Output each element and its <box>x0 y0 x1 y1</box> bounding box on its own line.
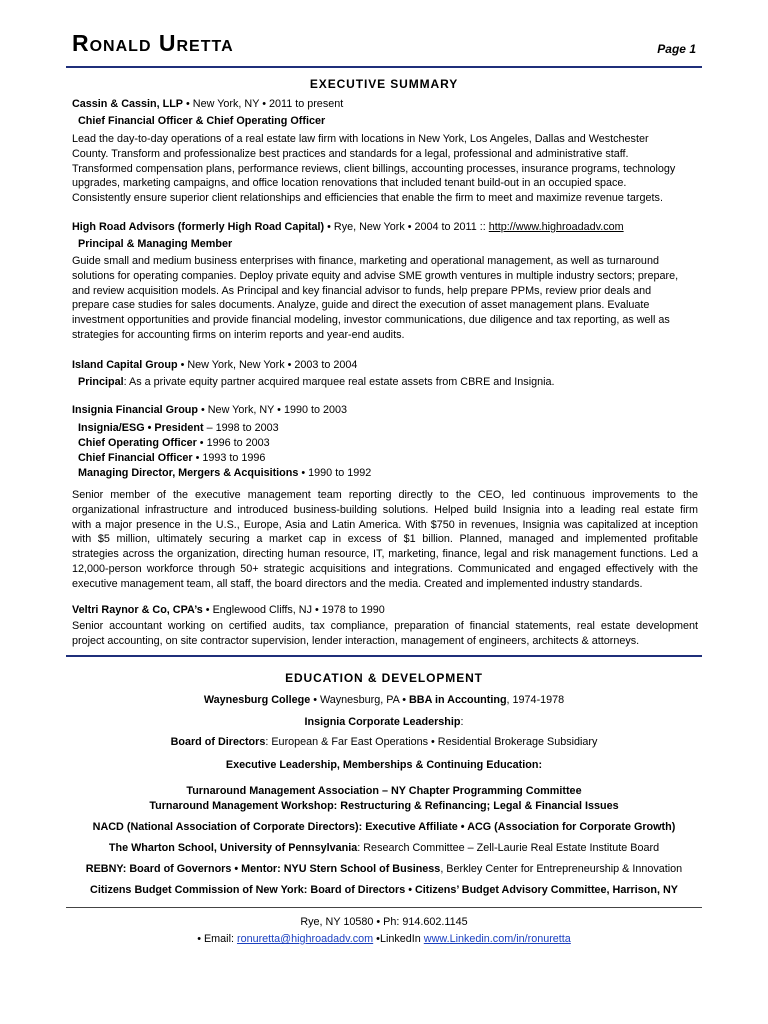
island-details: • New York, New York • 2003 to 2004 <box>177 359 358 371</box>
rebny-line <box>72 862 696 877</box>
insignia-role-title: Chief Financial Officer <box>78 452 193 464</box>
insignia-role-title: Managing Director, Mergers & Acquisitions <box>78 467 299 479</box>
insignia-line: organizational infrastructure and introduced business-building solutions. Helped build Insignia into a leading real estate firm <box>72 503 698 516</box>
island-role-desc: : As a private equity partner acquired marquee real estate assets from CBRE and Insignia. <box>123 376 555 388</box>
veltri-description <box>72 619 698 649</box>
island-role: Principal <box>78 376 124 388</box>
insignia-role-dates: – 1998 to 2003 <box>203 422 279 434</box>
wharton-rest: : Research Committee – Zell-Laurie Real Estate Institute Board <box>357 842 660 854</box>
cassin-header <box>72 97 698 112</box>
veltri-line: Senior accountant working on certified audits, tax compliance, preparation of financial statements, real estate development <box>72 620 698 632</box>
cassin-company: Cassin & Cassin, LLP <box>72 98 184 110</box>
cassin-description <box>72 132 698 206</box>
veltri-company: Veltri Raynor & Co, CPA’s <box>72 604 203 616</box>
cassin-line: Transformed compensation plans, performance reviews, client billings, accounting processes, insurance programs, technology <box>72 162 676 175</box>
insignia-details: • New York, NY • 1990 to 2003 <box>197 404 348 416</box>
rebny-bold: REBNY: Board of Governors • Mentor: NYU Stern School of Business <box>85 863 441 875</box>
insignia-line: with $5 million, ultimately securing a market cap in excess of $1 billion. Planned, managed and implemented profitable <box>72 533 698 546</box>
insignia-role-title: Chief Operating Officer <box>78 437 197 449</box>
cassin-line: County. Transform and professionalize best practices and standards for a legal, professional and administrative staff. <box>72 147 629 160</box>
nacd-line: NACD (National Association of Corporate Directors): Executive Affiliate • ACG (Association for Corporate Growth) <box>92 821 676 833</box>
cassin-line: upgrades, marketing campaigns, and office location renovations that included tenant build-out in an occupied space. <box>72 177 627 190</box>
insignia-role-0 <box>72 421 704 436</box>
insignia-role-dates: • 1993 to 1996 <box>192 452 266 464</box>
tmw-line: Turnaround Management Workshop: Restructuring & Refinancing; Legal & Financial Issues <box>149 800 619 812</box>
highroad-line: strategies for accounting firms on interim reports and year-end audits. <box>72 328 405 341</box>
insignia-role-2 <box>72 451 704 466</box>
insignia-role-3 <box>72 466 704 481</box>
insignia-company: Insignia Financial Group <box>72 404 198 416</box>
cassin-line: Lead the day-to-day operations of a real estate law firm with locations in New York, Los Angeles, Dallas and Westchester <box>72 133 649 145</box>
insignia-line: strategies across the organization, directing human resource, IT, marketing, finance, legal and risk management functions. Led a <box>72 548 698 561</box>
resume-name: Ronald Uretta <box>72 30 234 56</box>
wharton-school: The Wharton School, University of Pennsylvania <box>108 842 358 854</box>
insignia-line: 12,000-person workforce through 50+ strategic acquisitions and integrations. Communicated and engaged effectively with the <box>72 562 698 575</box>
email-label: • Email: <box>197 933 237 945</box>
email-link[interactable]: ronuretta@highroadadv.com <box>236 933 374 945</box>
board-value: : European & Far East Operations • Residential Brokerage Subsidiary <box>265 736 598 748</box>
highroad-company: High Road Advisors (formerly High Road Capital) <box>72 221 325 233</box>
footer-rule <box>66 907 702 908</box>
island-company: Island Capital Group <box>72 359 178 371</box>
footer-address: Rye, NY 10580 • Ph: 914.602.1145 <box>300 916 468 928</box>
highroad-line: investment opportunities and provide financial modeling, investor communications, due diligence and tax reporting, as well as <box>72 314 670 327</box>
island-header <box>72 358 698 373</box>
island-role-line <box>72 375 704 390</box>
insignia-line: Senior member of the executive management team reporting directly to the CEO, led continuous improvements to the <box>72 489 698 501</box>
linkedin-label: •LinkedIn <box>373 933 424 945</box>
education-title: EDUCATION & DEVELOPMENT <box>285 671 483 685</box>
highroad-header <box>72 220 698 235</box>
insignia-role-dates: • 1996 to 2003 <box>196 437 270 449</box>
cassin-details: • New York, NY • 2011 to present <box>183 98 344 110</box>
insignia-description <box>72 488 698 592</box>
header-rule <box>66 66 702 68</box>
board-label: Board of Directors <box>170 736 266 748</box>
rebny-rest: , Berkley Center for Entrepreneurship & Innovation <box>440 863 683 875</box>
insignia-line: with a major presence in the U.S., Europe, Asia and Latin America. With $750 in revenues, Insignia was capitalized at inception <box>72 518 698 531</box>
linkedin-link[interactable]: www.Linkedin.com/in/ronuretta <box>423 933 571 945</box>
section-rule <box>66 655 702 657</box>
waynesburg-college: Waynesburg College <box>203 694 311 706</box>
veltri-line: project accounting, on site contractor supervision, lender interaction, management of engineers, architects & attorneys. <box>72 634 640 647</box>
highroad-line: and review acquisition models. As Principal and key financial advisor to funds, help prepare PPMs, review prior deals and <box>72 284 652 297</box>
cassin-line: Consistently ensure superior client relationships and efficiencies that enable the firm to meet and maximize revenue targets. <box>72 192 663 205</box>
footer-contact <box>72 932 696 947</box>
page-number: Page 1 <box>657 42 696 56</box>
insignia-role-dates: • 1990 to 1992 <box>298 467 372 479</box>
highroad-role: Principal & Managing Member <box>78 238 233 250</box>
cassin-role: Chief Financial Officer & Chief Operating Officer <box>78 115 326 127</box>
insignia-leadership-line <box>72 715 696 730</box>
waynesburg-line <box>72 693 696 708</box>
veltri-header <box>72 603 698 618</box>
insignia-leadership: Insignia Corporate Leadership <box>304 716 461 728</box>
veltri-details: • Englewood Cliffs, NJ • 1978 to 1990 <box>202 604 385 616</box>
insignia-role-1 <box>72 436 704 451</box>
highroad-description <box>72 254 698 343</box>
wharton-line <box>72 841 696 856</box>
tma-line: Turnaround Management Association – NY Chapter Programming Committee <box>186 785 582 797</box>
exec-leadership-heading: Executive Leadership, Memberships & Continuing Education: <box>225 759 543 771</box>
highroad-line: solutions for operating companies. Deploy private equity and advise SME growth ventures in multiple industry sectors; prepare, <box>72 269 679 282</box>
board-line <box>72 735 696 750</box>
executive-summary-title: EXECUTIVE SUMMARY <box>309 77 459 91</box>
insignia-role-title: Insignia/ESG • President <box>78 422 204 434</box>
highroad-details: • Rye, New York • 2004 to 2011 :: <box>324 221 489 233</box>
insignia-leadership-colon: : <box>460 716 464 728</box>
insignia-header <box>72 403 698 418</box>
waynesburg-place: • Waynesburg, PA • <box>310 694 409 706</box>
highroad-url-link[interactable]: http://www.highroadadv.com <box>488 221 624 233</box>
highroad-line: Guide small and medium business enterprises with finance, marketing and operational management, as well as turnaround <box>72 255 659 267</box>
insignia-line: executive management team, all staff, the board directors and the media. Created and implemented industry standards. <box>72 577 643 590</box>
highroad-line: prepare case studies for sales documents. Analyze, guide and direct the execution of asset management plans. Evaluate <box>72 299 650 312</box>
waynesburg-degree: BBA in Accounting <box>408 694 507 706</box>
waynesburg-years: , 1974-1978 <box>506 694 565 706</box>
citizens-line: Citizens Budget Commission of New York: Board of Directors • Citizens’ Budget Advisory Committee, Harrison, NY <box>90 884 678 896</box>
